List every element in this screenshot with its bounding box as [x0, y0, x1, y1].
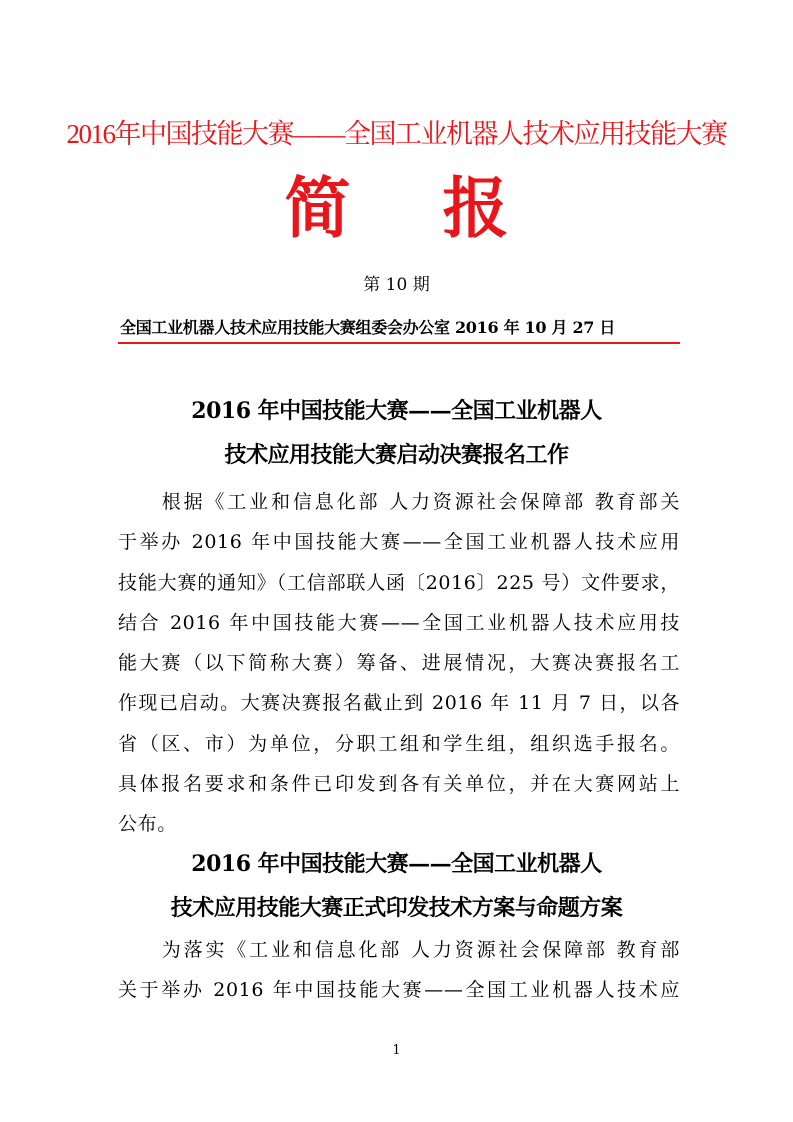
article-2-title-line-1: 2016 年中国技能大赛——全国工业机器人 — [191, 851, 602, 877]
body-line: 作现已启动。大赛决赛报名截止到 2016 年 11 月 7 日，以各 — [118, 692, 680, 715]
banner-title: 2016年中国技能大赛——全国工业机器人技术应用技能大赛 — [66, 119, 727, 149]
article-2-body — [118, 930, 680, 1011]
body-line: 能大赛（以下简称大赛）筹备、进展情况，大赛决赛报名工 — [118, 652, 680, 675]
page-number: 1 — [392, 1043, 401, 1058]
issue-number: 第 10 期 — [363, 275, 430, 295]
body-line: 于举办 2016 年中国技能大赛——全国工业机器人技术应用 — [118, 531, 680, 554]
article-1-title-line-2: 技术应用技能大赛启动决赛报名工作 — [224, 442, 569, 468]
article-1-body — [118, 482, 680, 845]
body-line: 关于举办 2016 年中国技能大赛——全国工业机器人技术应 — [118, 979, 680, 1002]
masthead-title: 简报 — [284, 169, 601, 247]
body-line: 为落实《工业和信息化部 人力资源社会保障部 教育部 — [118, 939, 680, 961]
body-line: 公布。 — [118, 813, 177, 836]
body-line: 根据《工业和信息化部 人力资源社会保障部 教育部关 — [118, 491, 680, 513]
body-line: 省（区、市）为单位，分职工组和学生组，组织选手报名。 — [118, 732, 680, 755]
issuer-and-date: 全国工业机器人技术应用技能大赛组委会办公室 2016 年 10 月 27 日 — [120, 318, 616, 337]
body-line: 具体报名要求和条件已印发到各有关单位，并在大赛网站上 — [118, 773, 680, 796]
body-line: 技能大赛的通知》（工信部联人函〔2016〕225 号）文件要求， — [118, 571, 680, 594]
header-divider — [118, 342, 680, 344]
body-line: 结合 2016 年中国技能大赛——全国工业机器人技术应用技 — [118, 611, 680, 634]
article-2-title-line-2: 技术应用技能大赛正式印发技术方案与命题方案 — [170, 895, 623, 921]
article-1-title-line-1: 2016 年中国技能大赛——全国工业机器人 — [191, 398, 602, 424]
